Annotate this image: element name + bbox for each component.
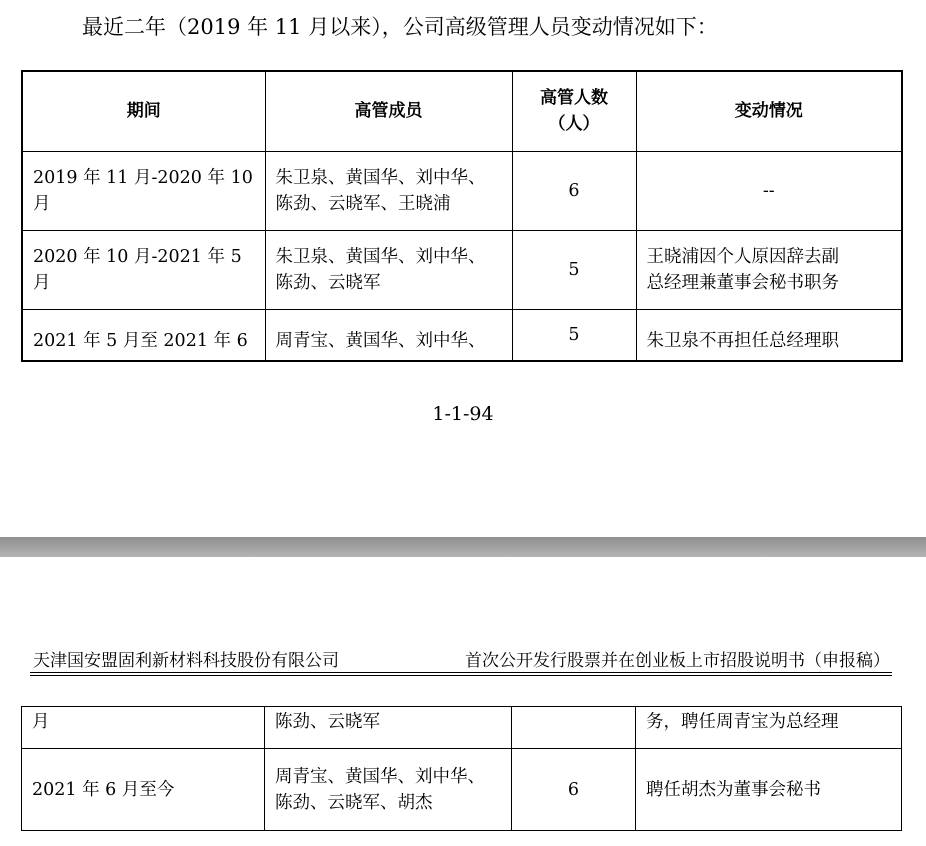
header-members: 高管成员: [265, 71, 512, 151]
table-row: [22, 309, 902, 361]
intro-paragraph: 最近二年（2019 年 11 月以来），公司高级管理人员变动情况如下：: [82, 15, 718, 39]
cell-count: [512, 707, 636, 749]
header-rule: [30, 675, 892, 676]
cell-change: 聘任胡杰为董事会秘书: [636, 749, 902, 831]
cell-members: 朱卫泉、黄国华、刘中华、 陈劲、云晓军: [265, 230, 512, 309]
cell-count: 5: [512, 230, 636, 309]
cell-change: 朱卫泉不再担任总经理职: [636, 309, 902, 361]
cell-members: 周青宝、黄国华、刘中华、 陈劲、云晓军、胡杰: [265, 749, 512, 831]
cell-members: 周青宝、黄国华、刘中华、: [265, 309, 512, 361]
page-number: 1-1-94: [432, 403, 494, 425]
header-change: 变动情况: [636, 71, 902, 151]
management-change-table: [21, 70, 903, 362]
cell-period: 2021 年 6 月至今: [22, 749, 265, 831]
cell-period: 2019 年 11 月-2020 年 10 月: [22, 151, 265, 230]
header-company: 天津国安盟固利新材料科技股份有限公司: [33, 651, 339, 671]
cell-members: 陈劲、云晓军: [265, 707, 512, 749]
header-rule: [30, 672, 892, 673]
cell-count: 5: [512, 309, 636, 361]
management-change-table-continued: [21, 706, 902, 831]
cell-change: 务，聘任周青宝为总经理: [636, 707, 902, 749]
cell-change: 王晓浦因个人原因辞去副 总经理兼董事会秘书职务: [636, 230, 902, 309]
table-row: [22, 230, 902, 309]
table-row: [22, 707, 902, 749]
cell-count: 6: [512, 749, 636, 831]
cell-change: --: [636, 151, 902, 230]
header-count: 高管人数 （人）: [512, 71, 636, 151]
header-document-title: 首次公开发行股票并在创业板上市招股说明书（申报稿）: [465, 651, 890, 671]
table-row: [22, 749, 902, 831]
page-separator: [0, 537, 926, 557]
cell-count: 6: [512, 151, 636, 230]
cell-period: 2021 年 5 月至 2021 年 6: [22, 309, 265, 361]
cell-period: 2020 年 10 月-2021 年 5 月: [22, 230, 265, 309]
table-row: [22, 151, 902, 230]
cell-period: 月: [22, 707, 265, 749]
cell-members: 朱卫泉、黄国华、刘中华、 陈劲、云晓军、王晓浦: [265, 151, 512, 230]
table-header-row: [22, 71, 902, 151]
header-period: 期间: [22, 71, 265, 151]
